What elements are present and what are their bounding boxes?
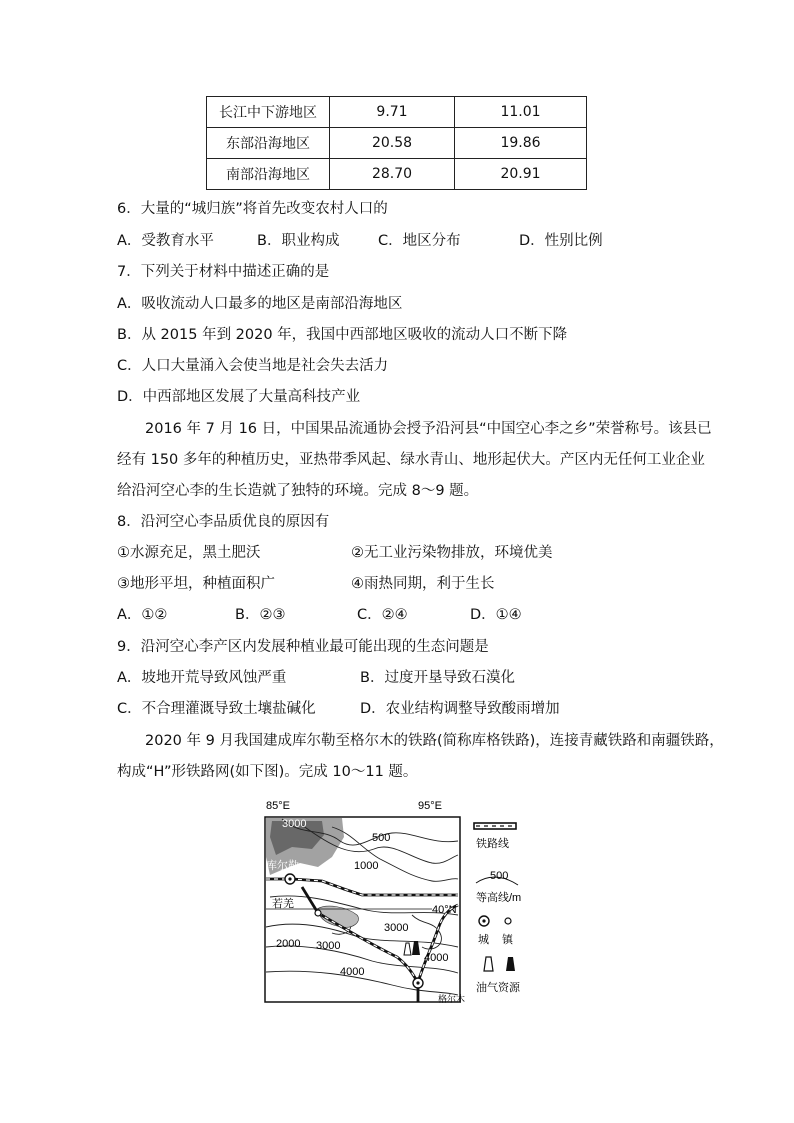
table-row bbox=[207, 97, 587, 128]
legend-railway-label: 铁路线 bbox=[476, 838, 509, 850]
population-table bbox=[206, 96, 587, 190]
contour-label-4000-south: 4000 bbox=[340, 966, 365, 978]
table-row bbox=[207, 128, 587, 159]
q7-option-c: C．人口大量涌入会使当地是社会失去活力 bbox=[117, 358, 389, 374]
q7-option-a: A．吸收流动人口最多的地区是南部沿海地区 bbox=[117, 296, 403, 312]
q6-option-c: C．地区分布 bbox=[378, 233, 461, 249]
legend-town-symbol bbox=[505, 918, 511, 924]
q9-option-d: D．农业结构调整导致酸雨增加 bbox=[360, 701, 560, 717]
contour-label-500: 500 bbox=[372, 832, 391, 844]
contour-label-2000: 2000 bbox=[276, 938, 301, 950]
region-cell: 东部沿海地区 bbox=[207, 128, 330, 159]
q6-option-b: B．职业构成 bbox=[257, 233, 340, 249]
value-cell: 20.91 bbox=[455, 159, 587, 190]
table-row bbox=[207, 159, 587, 190]
legend-contour-value: 500 bbox=[490, 870, 509, 882]
legend-oil-symbol-outline bbox=[484, 957, 493, 971]
map-legend bbox=[474, 823, 521, 994]
contour-label-3000-north: 3000 bbox=[282, 818, 307, 830]
town-label-ruoqiang: 若羌 bbox=[272, 898, 294, 910]
value-cell: 20.58 bbox=[330, 128, 455, 159]
q8-item-3: ③地形平坦，种植面积广 bbox=[117, 576, 275, 592]
legend-contour-label: 等高线/m bbox=[476, 892, 522, 904]
railway-map-figure bbox=[262, 797, 562, 1007]
q9-stem: 9．沿河空心李产区内发展种植业最可能出现的生态问题是 bbox=[117, 639, 489, 655]
q8-option-a: A．①② bbox=[117, 607, 168, 623]
q9-option-c: C．不合理灌溉导致土壤盐碱化 bbox=[117, 701, 316, 717]
q8-option-c: C．②④ bbox=[357, 607, 408, 623]
q9-option-b: B．过度开垦导致石漠化 bbox=[360, 670, 515, 686]
legend-oil-symbol-filled bbox=[506, 957, 515, 971]
region-cell: 长江中下游地区 bbox=[207, 97, 330, 128]
legend-town-label: 镇 bbox=[502, 934, 513, 946]
passage1-line2: 经有 150 多年的种植历史，亚热带季风起、绿水青山、地形起伏大。产区内无任何工业企业 bbox=[117, 452, 705, 468]
q6-option-d: D．性别比例 bbox=[519, 233, 603, 249]
passage1-line3: 给沿河空心李的生长造就了独特的环境。完成 8～9 题。 bbox=[117, 483, 479, 499]
passage2-line1: 2020 年 9 月我国建成库尔勒至格尔木的铁路(简称库格铁路)，连接青藏铁路和南疆铁路， bbox=[145, 733, 724, 749]
q6-stem: 6．大量的“城归族”将首先改变农村人口的 bbox=[117, 201, 388, 217]
q7-option-b: B．从 2015 年到 2020 年，我国中西部地区吸收的流动人口不断下降 bbox=[117, 327, 568, 343]
q8-stem: 8．沿河空心李品质优良的原因有 bbox=[117, 514, 330, 530]
passage1-line1: 2016 年 7 月 16 日，中国果品流通协会授予沿河县“中国空心李之乡”荣誉称号。该县已 bbox=[145, 421, 712, 437]
q7-stem: 7．下列关于材料中描述正确的是 bbox=[117, 264, 330, 280]
q9-option-a: A．坡地开荒导致风蚀严重 bbox=[117, 670, 287, 686]
value-cell: 19.86 bbox=[455, 128, 587, 159]
region-cell: 南部沿海地区 bbox=[207, 159, 330, 190]
value-cell: 11.01 bbox=[455, 97, 587, 128]
lon-label-85: 85°E bbox=[266, 800, 290, 812]
q8-option-d: D．①④ bbox=[470, 607, 522, 623]
lat-label: 40°N bbox=[432, 904, 457, 916]
q8-item-2: ②无工业污染物排放，环境优美 bbox=[351, 545, 553, 561]
legend-city-label: 城 bbox=[478, 934, 489, 946]
city-label-korla: 库尔勒 bbox=[266, 860, 299, 872]
q7-option-d: D．中西部地区发展了大量高科技产业 bbox=[117, 389, 361, 405]
passage2-line2: 构成“H”形铁路网(如下图)。完成 10～11 题。 bbox=[117, 764, 418, 780]
town-ruoqiang-marker bbox=[315, 910, 321, 916]
contour-label-3000-east: 3000 bbox=[384, 922, 409, 934]
contour-label-4000-east: 4000 bbox=[424, 952, 449, 964]
value-cell: 9.71 bbox=[330, 97, 455, 128]
contour-label-3000-west: 3000 bbox=[316, 940, 341, 952]
city-label-golmud: 格尔木 bbox=[438, 994, 466, 1004]
value-cell: 28.70 bbox=[330, 159, 455, 190]
contour-label-1000: 1000 bbox=[354, 860, 379, 872]
lon-label-95: 95°E bbox=[418, 800, 442, 812]
q6-option-a: A．受教育水平 bbox=[117, 233, 214, 249]
legend-oil-label: 油气资源 bbox=[476, 982, 520, 994]
q8-item-4: ④雨热同期，利于生长 bbox=[351, 576, 495, 592]
q8-option-b: B．②③ bbox=[235, 607, 286, 623]
q8-item-1: ①水源充足，黑土肥沃 bbox=[117, 545, 261, 561]
